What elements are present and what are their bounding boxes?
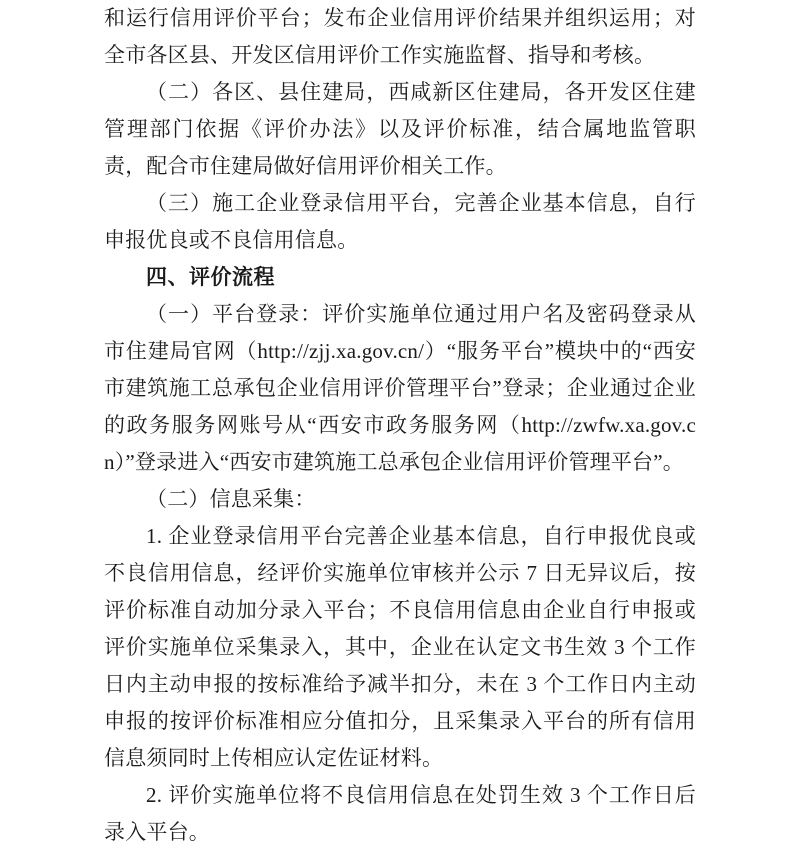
paragraph-info-collection-label: （二）信息采集： xyxy=(146,487,316,511)
paragraph-continuation: 和运行信用评价平台；发布企业信用评价结果并组织运用；对全市各区县、开发区信用评价工作实施监督、指导和考核。 xyxy=(104,6,696,67)
paragraph-info-collection-step-2: 2. 评价实施单位将不良信用信息在处罚生效 3 个工作日后录入平台。 xyxy=(104,783,696,844)
paragraph-item-three: （三）施工企业登录信用平台，完善企业基本信息，自行申报优良或不良信用信息。 xyxy=(104,191,696,252)
paragraph-platform-login: （一）平台登录：评价实施单位通过用户名及密码登录从市住建局官网（http://zjj.xa.gov.cn/）“服务平台”模块中的“西安市建筑施工总承包企业信用评价管理平台”登录；企业通过企业的政务服务网账号从“西安市政务服务网（http://zwfw.xa.gov.cn）”登录进入“西安市建筑施工总承包企业信用评价管理平台”。 xyxy=(104,302,696,474)
paragraph-info-collection-step-1: 1. 企业登录信用平台完善企业基本信息，自行申报优良或不良信用信息，经评价实施单位审核并公示 7 日无异议后，按评价标准自动加分录入平台；不良信用信息由企业自行申报或评价实施单位采集录入，其中，企业在认定文书生效 3 个工作日内主动申报的按标准给予减半扣分，未在 3 个工作日内主动申报的按评价标准相应分值扣分，且采集录入平台的所有信用信息须同时上传相应认定佐证材料。 xyxy=(104,524,696,770)
section-heading-evaluation-process: 四、评价流程 xyxy=(146,266,275,289)
paragraph-item-two: （二）各区、县住建局，西咸新区住建局，各开发区住建管理部门依据《评价办法》以及评价标准，结合属地监管职责，配合市住建局做好信用评价相关工作。 xyxy=(104,80,696,178)
